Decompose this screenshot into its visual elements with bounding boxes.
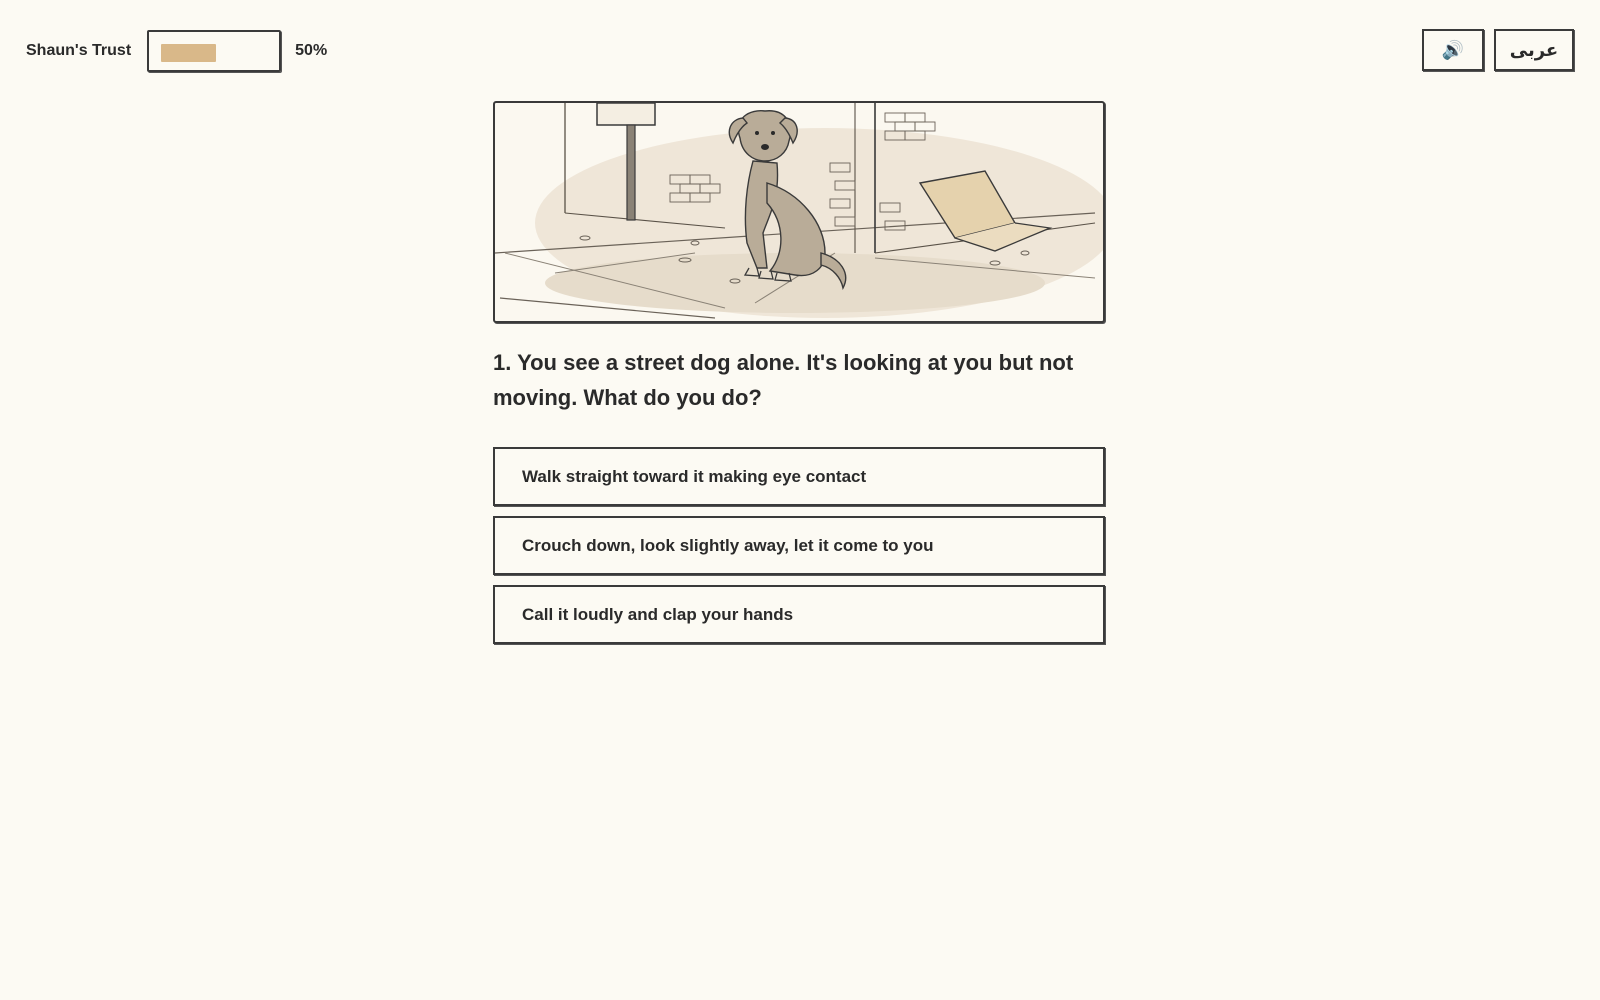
choice-button-2[interactable]: Crouch down, look slightly away, let it come to you — [493, 516, 1105, 575]
speaker-icon: 🔊 — [1441, 39, 1465, 60]
sound-toggle-button[interactable] — [1422, 29, 1484, 71]
question-text: 1. You see a street dog alone. It's looking at you but not moving. What do you do? — [493, 350, 1074, 410]
top-controls — [1422, 29, 1574, 71]
trust-bar — [147, 30, 281, 72]
choice-button-1[interactable]: Walk straight toward it making eye contact — [493, 447, 1105, 506]
choice-button-3[interactable]: Call it loudly and clap your hands — [493, 585, 1105, 644]
street-dog-illustration — [493, 101, 1105, 323]
trust-percent: 50% — [295, 42, 328, 59]
trust-meter — [26, 29, 327, 73]
language-toggle-button[interactable]: عربى — [1494, 29, 1574, 71]
question-panel — [493, 101, 1111, 644]
trust-bar-fill — [161, 44, 216, 62]
choice-list — [493, 447, 1111, 644]
trust-label: Shaun's Trust — [26, 42, 132, 59]
scene-sketch — [495, 103, 1103, 321]
